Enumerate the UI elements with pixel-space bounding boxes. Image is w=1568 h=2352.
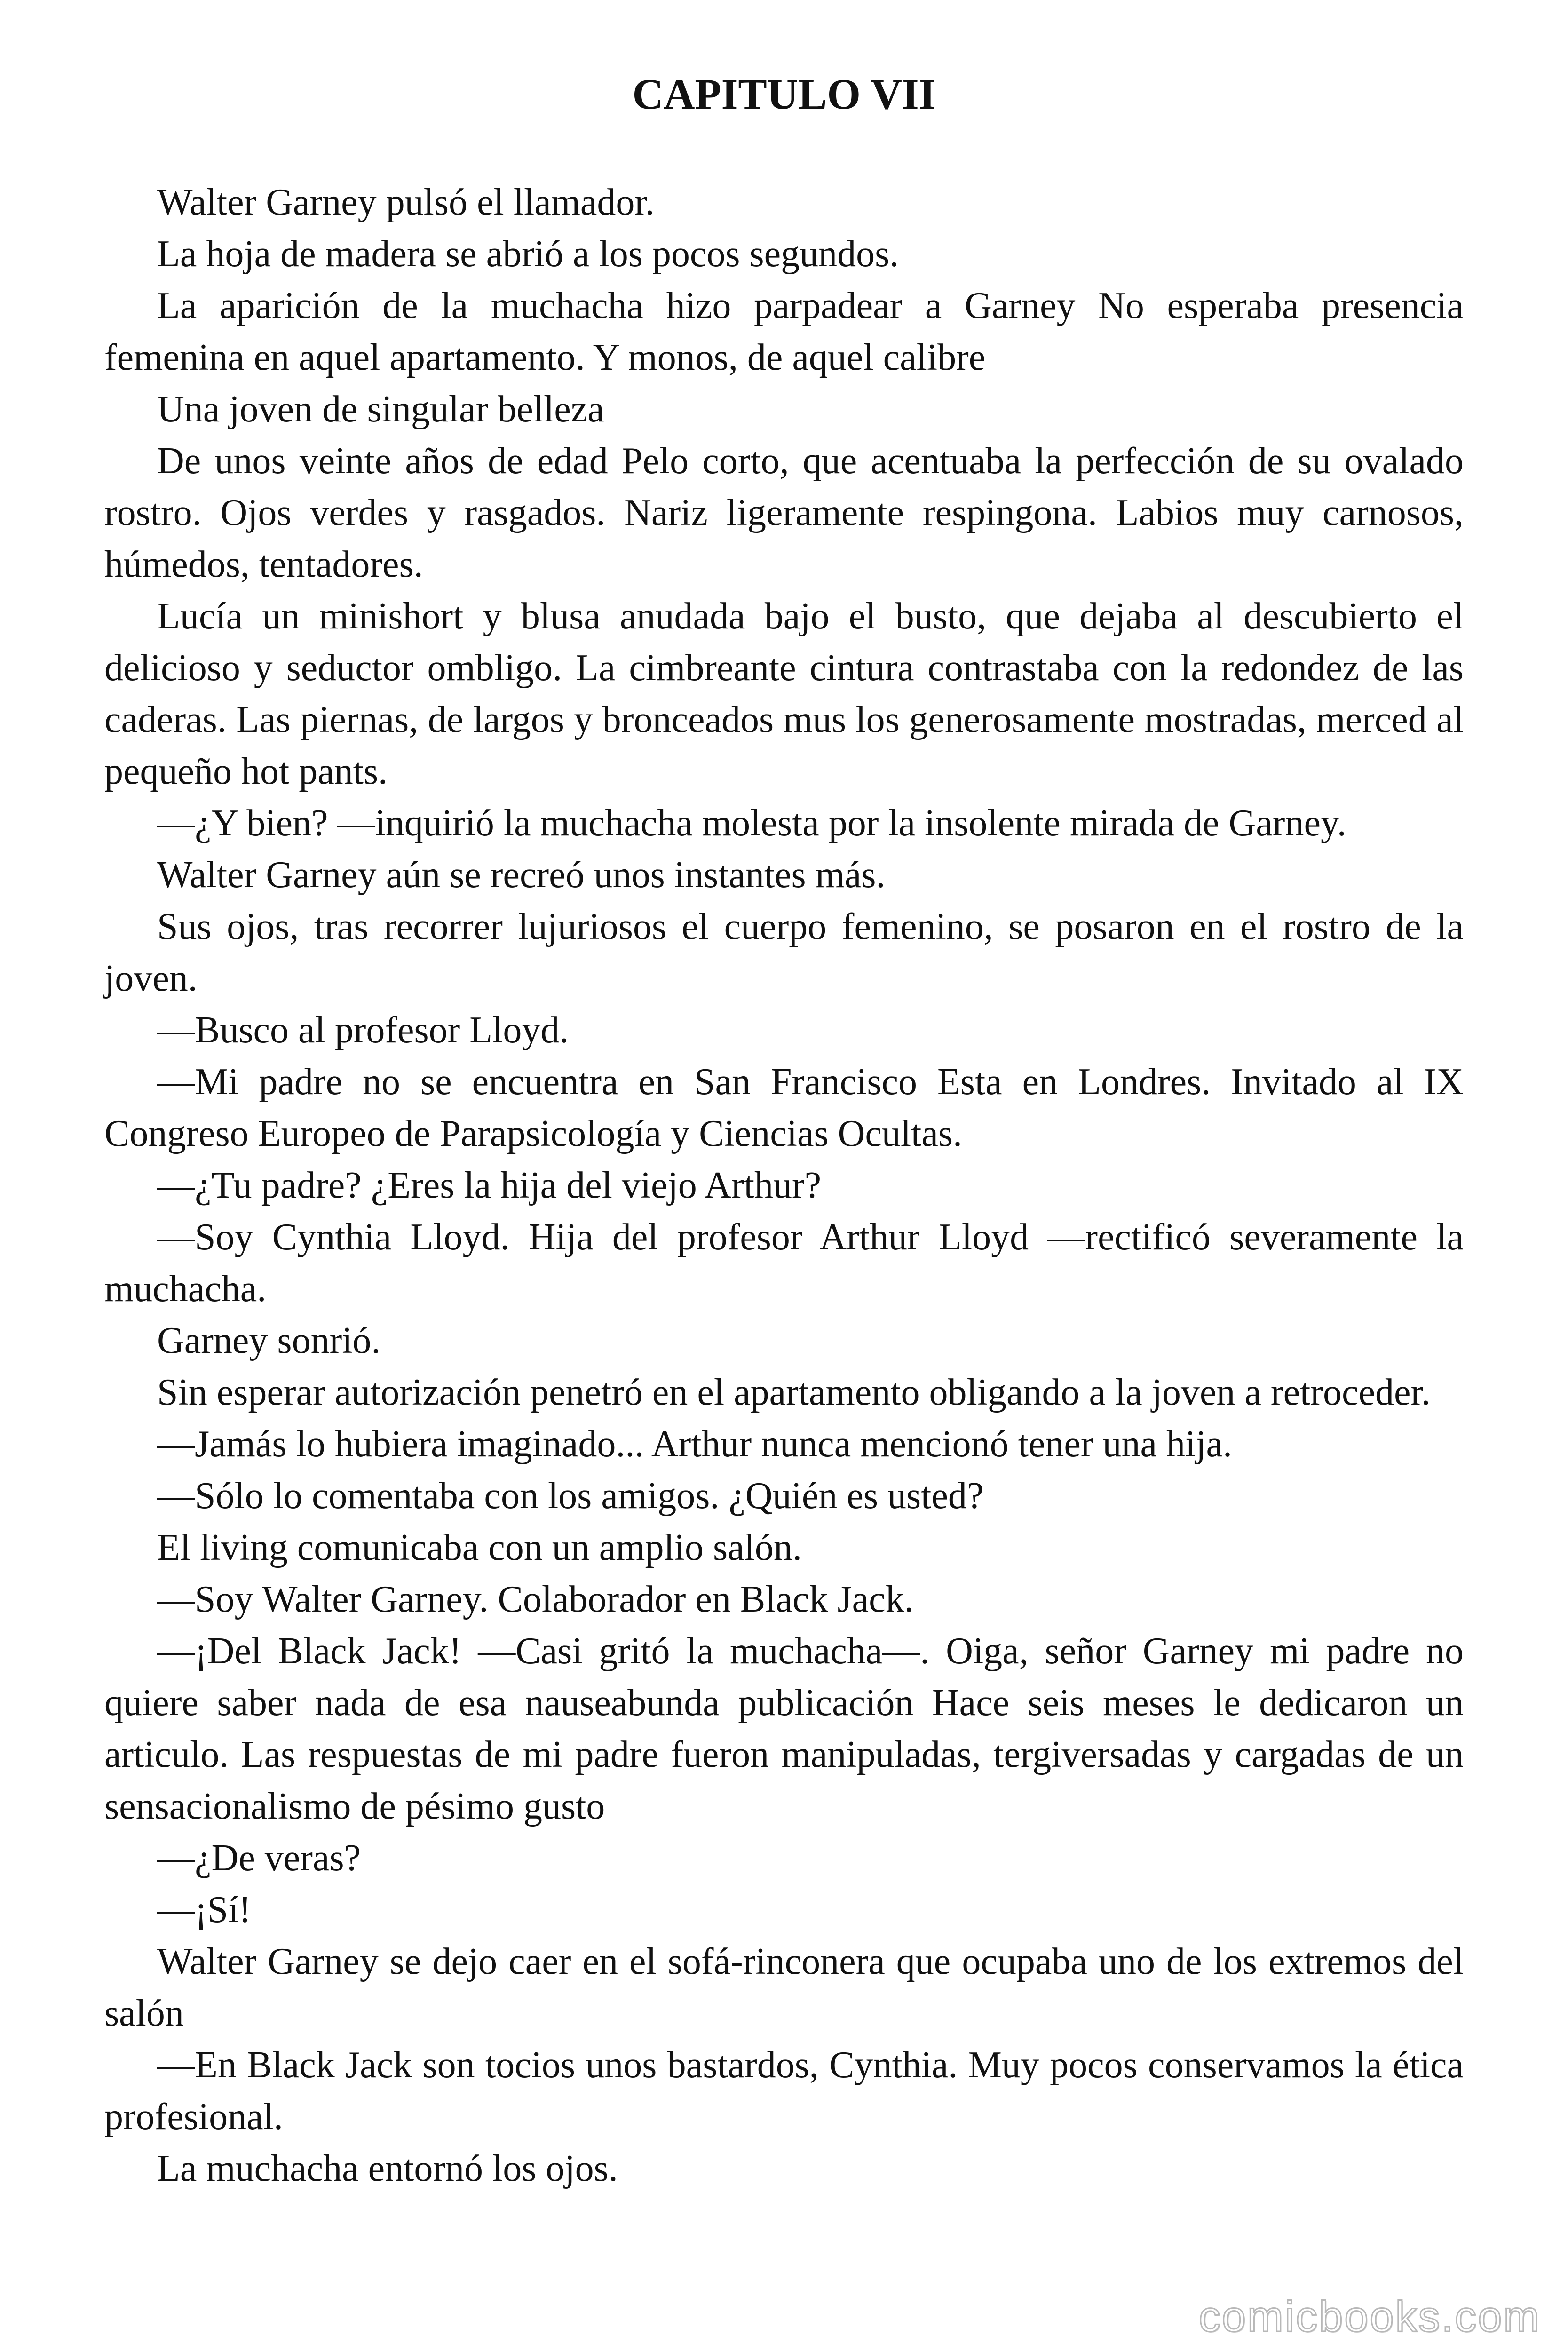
paragraph: El living comunicaba con un amplio salón. <box>157 1527 802 1568</box>
paragraph: De unos veinte años de edad Pelo corto, que acentuaba la perfección de su ovalado rostro. Ojos verdes y rasgados. Nariz ligeramente respingona. Labios muy carnosos, húmedos, tentadores. <box>104 440 1464 585</box>
paragraph: Garney sonrió. <box>157 1320 381 1361</box>
paragraph: —Sólo lo comentaba con los amigos. ¿Quién es usted? <box>157 1475 984 1517</box>
watermark-logo: comicbooks.com <box>1198 2293 1541 2341</box>
paragraph: —Busco al profesor Lloyd. <box>157 1009 569 1051</box>
paragraph: Lucía un minishort y blusa anudada bajo el busto, que dejaba al descubierto el delicioso y seductor ombligo. La cimbreante cintura contrastaba con la redondez de las caderas. Las piernas, de largos y bronceados mus los generosamente mostradas, merced al pequeño hot pants. <box>104 596 1464 792</box>
paragraph: —¡Sí! <box>157 1889 251 1931</box>
paragraph: La hoja de madera se abrió a los pocos segundos. <box>157 233 899 275</box>
paragraph: —En Black Jack son tocios unos bastardos, Cynthia. Muy pocos conservamos la ética profesional. <box>104 2044 1464 2137</box>
paragraph: —Jamás lo hubiera imaginado... Arthur nunca mencionó tener una hija. <box>157 1423 1233 1465</box>
paragraph: —¿Y bien? —inquirió la muchacha molesta por la insolente mirada de Garney. <box>157 803 1346 844</box>
paragraph: La aparición de la muchacha hizo parpadear a Garney No esperaba presencia femenina en aquel apartamento. Y monos, de aquel calibre <box>104 285 1464 378</box>
paragraph: —Soy Cynthia Lloyd. Hija del profesor Arthur Lloyd —rectificó severamente la muchacha. <box>104 1216 1464 1310</box>
paragraph: —¡Del Black Jack! —Casi gritó la muchacha—. Oiga, señor Garney mi padre no quiere saber nada de esa nauseabunda publicación Hace seis meses le dedicaron un articulo. Las respuestas de mi padre fueron manipuladas, tergiversadas y cargadas de un sensacionalismo de pésimo gusto <box>104 1630 1464 1827</box>
paragraph: La muchacha entornó los ojos. <box>157 2148 618 2189</box>
paragraph: Sin esperar autorización penetró en el apartamento obligando a la joven a retroceder. <box>157 1372 1431 1413</box>
paragraph: —¿De veras? <box>157 1837 361 1879</box>
paragraph: Una joven de singular belleza <box>157 389 604 430</box>
chapter-body <box>104 176 1464 2194</box>
paragraph: Sus ojos, tras recorrer lujuriosos el cuerpo femenino, se posaron en el rostro de la joven. <box>104 906 1464 999</box>
paragraph: —Soy Walter Garney. Colaborador en Black Jack. <box>157 1579 914 1620</box>
chapter-title: CAPITULO VII <box>632 70 936 118</box>
paragraph: —Mi padre no se encuentra en San Francisco Esta en Londres. Invitado al IX Congreso Europeo de Parapsicología y Ciencias Ocultas. <box>104 1061 1464 1154</box>
paragraph: Walter Garney se dejo caer en el sofá-rinconera que ocupaba uno de los extremos del salón <box>104 1941 1464 2034</box>
paragraph: Walter Garney pulsó el llamador. <box>157 182 655 223</box>
paragraph: Walter Garney aún se recreó unos instantes más. <box>157 854 886 896</box>
paragraph: —¿Tu padre? ¿Eres la hija del viejo Arthur? <box>157 1165 822 1206</box>
